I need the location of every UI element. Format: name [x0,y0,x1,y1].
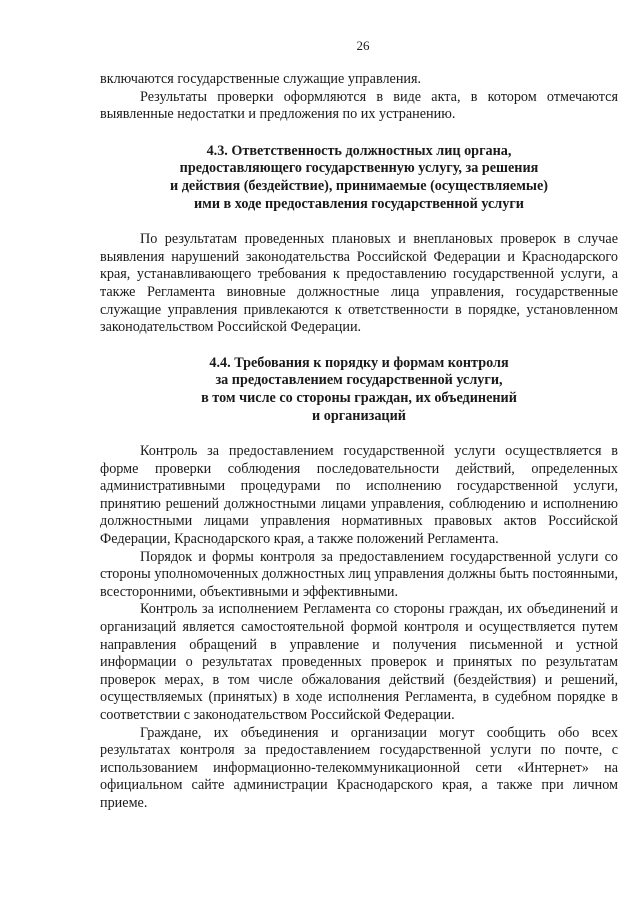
section-4-4-paragraph: Контроль за предоставлением государственной услуги осуществляется в форме проверки соблюдения последовательности действий, определенных административными процедурами по исполнению государственной услуги, принятию решений должностными лицами управления, соблюдению и исполнению должностными лицами управления нормативных правовых актов Российской Федерации, Краснодарского края, а также положений Регламента. [100,443,618,548]
heading-line: и организаций [312,407,406,424]
intro-results-paragraph: Результаты проверки оформляются в виде акта, в котором отмечаются выявленные недостатки и предложения по их устранению. [100,88,618,123]
heading-line: и действия (бездействие), принимаемые (осуществляемые) [170,177,548,194]
section-4-4-paragraph: Граждане, их объединения и организации могут сообщить обо всех результатах контроля за предоставлением государственной услуги по почте, с использованием информационно-телекоммуникационной сети «Интернет» на официальном сайте администрации Краснодарского края, а также при личном приеме. [100,724,618,811]
heading-line: 4.3. Ответственность должностных лиц органа, [206,142,512,159]
section-4-3-heading [100,143,618,213]
heading-line: за предоставлением государственной услуги, [215,372,503,389]
section-4-4-paragraph: Контроль за исполнением Регламента со стороны граждан, их объединений и организаций является самостоятельной формой контроля и осуществляется путем направления обращений в управление и получения письменной и устной информации о результатах проведенных проверок и принятых по результатам проверок мерах, в том числе обжалования действий (бездействия) и решений, осуществляемых (принятых) в ходе исполнения Регламента, в судебном порядке в соответствии с законодательством Российской Федерации. [100,601,618,723]
page-number: 26 [356,38,370,53]
section-4-4-heading [100,355,618,425]
section-4-4-paragraph: Порядок и формы контроля за предоставлением государственной услуги со стороны уполномоченных должностных лиц управления должны быть постоянными, всесторонними, объективными и эффективными. [100,548,618,600]
heading-line: в том числе со стороны граждан, их объединений [201,389,517,406]
section-4-3-paragraph: По результатам проведенных плановых и внеплановых проверок в случае выявления нарушений законодательства Российской Федерации и Краснодарского края, устанавливающего требования к предоставлению государственной услуги, а также Регламента виновные должностные лица управления, государственные служащие управления привлекаются к ответственности в порядке, установленном законодательством Российской Федерации. [100,231,618,336]
heading-line: предоставляющего государственную услугу, за решения [179,160,539,177]
intro-continuation: включаются государственные служащие управления. [100,71,422,87]
heading-line: ими в ходе предоставления государственной услуги [194,195,524,212]
heading-line: 4.4. Требования к порядку и формам контроля [209,354,509,371]
